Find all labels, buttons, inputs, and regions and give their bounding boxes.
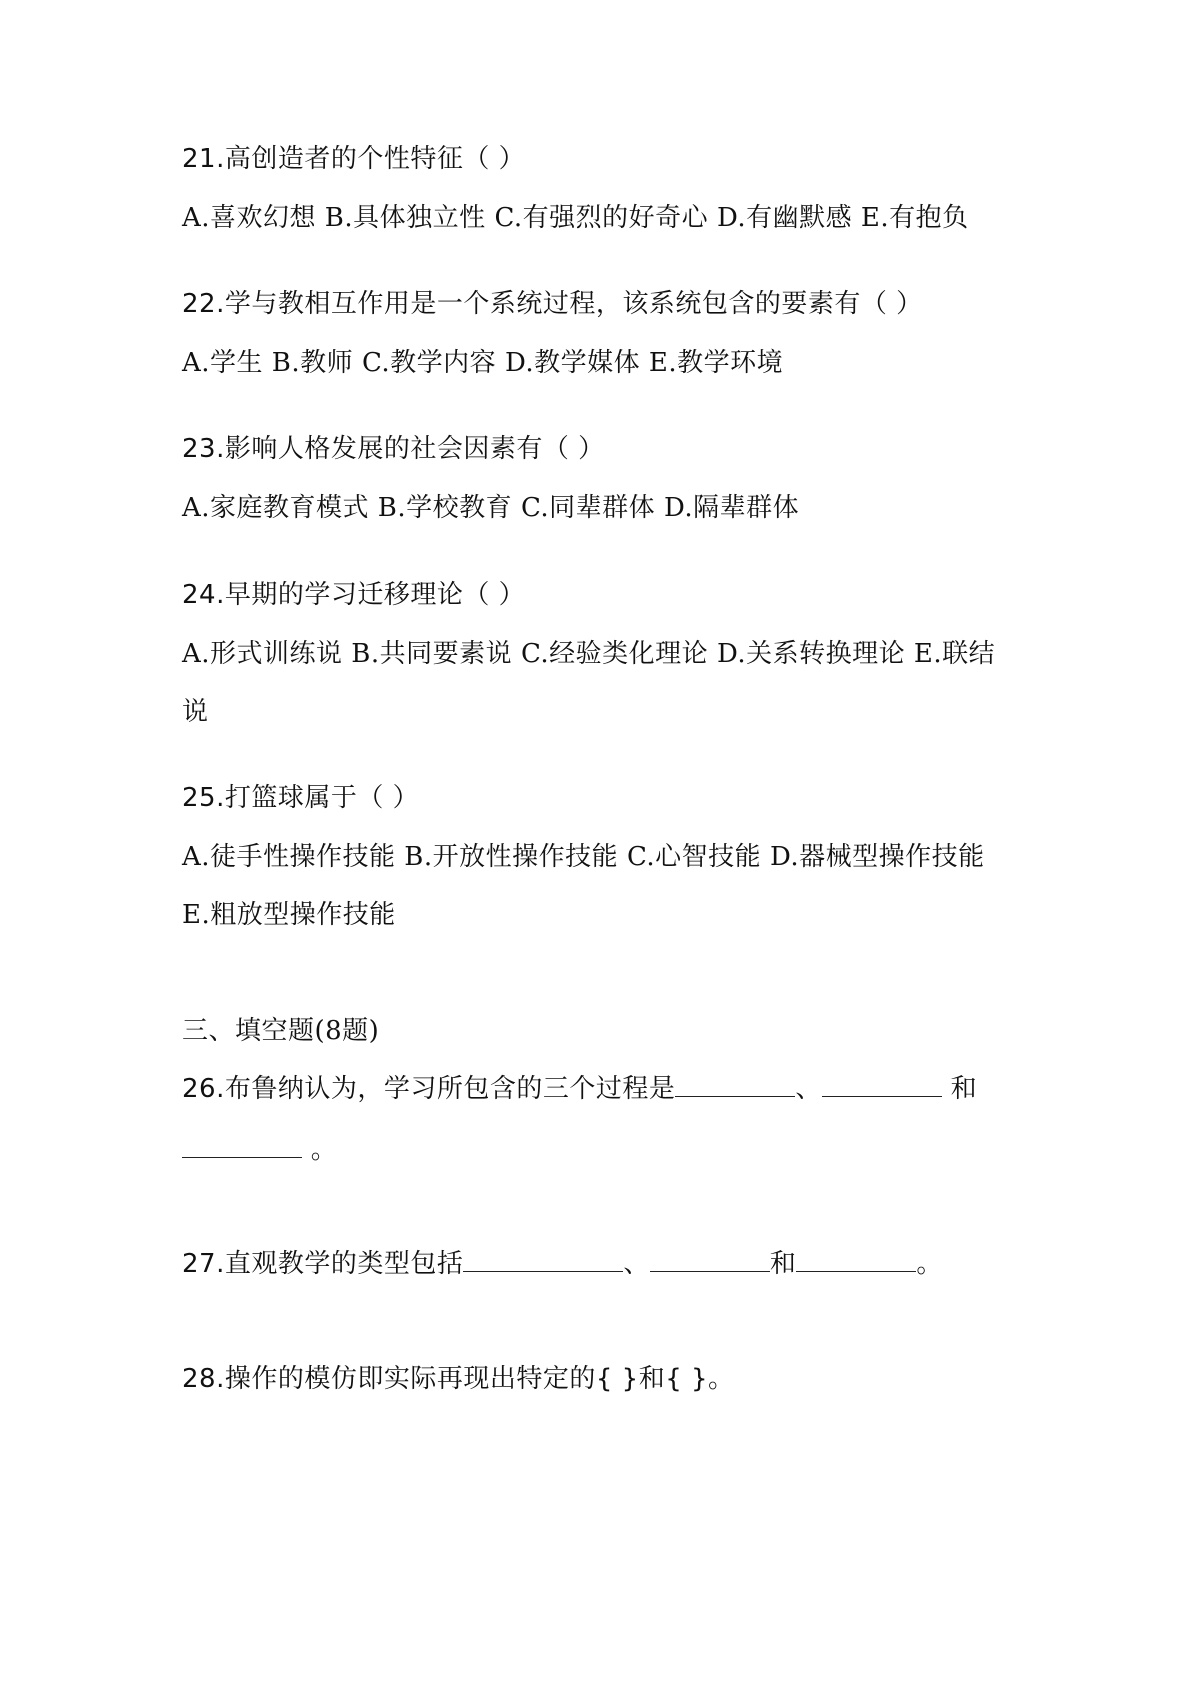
separator: 和	[941, 1074, 978, 1104]
fill-question-27-text: 27.直观教学的类型包括	[182, 1249, 464, 1279]
separator: 、	[795, 1074, 822, 1104]
answer-blank[interactable]	[675, 1072, 795, 1097]
fill-question-27	[182, 1247, 1022, 1281]
question-23-stem: 23.影响人格发展的社会因素有（ ）	[182, 434, 605, 464]
answer-blank[interactable]	[182, 1133, 302, 1158]
question-22-stem: 22.学与教相互作用是一个系统过程，该系统包含的要素有（ ）	[182, 289, 923, 319]
question-21-options: A.喜欢幻想 B.具体独立性 C.有强烈的好奇心 D.有幽默感 E.有抱负	[182, 203, 969, 233]
question-24-stem: 24.早期的学习迁移理论（ ）	[182, 580, 526, 610]
sentence-end: 。	[302, 1135, 338, 1165]
question-23-options: A.家庭教育模式 B.学校教育 C.同辈群体 D.隔辈群体	[182, 493, 800, 523]
question-21-stem: 21.高创造者的个性特征（ ）	[182, 144, 526, 174]
question-24-options-line2: 说	[182, 697, 209, 727]
section-3-title: 三、填空题(8题)	[182, 1016, 380, 1046]
separator: 和	[769, 1249, 797, 1279]
answer-blank[interactable]	[796, 1247, 916, 1272]
question-24-options-line1: A.形式训练说 B.共同要素说 C.经验类化理论 D.关系转换理论 E.联结	[182, 639, 996, 669]
fill-question-26-line1	[182, 1072, 1022, 1106]
answer-blank[interactable]	[650, 1247, 770, 1272]
question-25-options-line1: A.徒手性操作技能 B.开放性操作技能 C.心智技能 D.器械型操作技能	[182, 842, 985, 872]
fill-question-26-line2	[182, 1133, 1022, 1167]
question-22-options: A.学生 B.教师 C.教学内容 D.教学媒体 E.教学环境	[182, 348, 784, 378]
answer-blank[interactable]	[463, 1247, 623, 1272]
question-25-stem: 25.打篮球属于（ ）	[182, 783, 420, 813]
question-25-options-line2: E.粗放型操作技能	[182, 900, 396, 930]
fill-question-28: 28.操作的模仿即实际再现出特定的{ }和{ }。	[182, 1364, 735, 1394]
answer-blank[interactable]	[822, 1072, 942, 1097]
separator: 、	[623, 1249, 650, 1279]
sentence-end: 。	[916, 1249, 943, 1279]
fill-question-26-text: 26.布鲁纳认为，学习所包含的三个过程是	[182, 1074, 676, 1104]
